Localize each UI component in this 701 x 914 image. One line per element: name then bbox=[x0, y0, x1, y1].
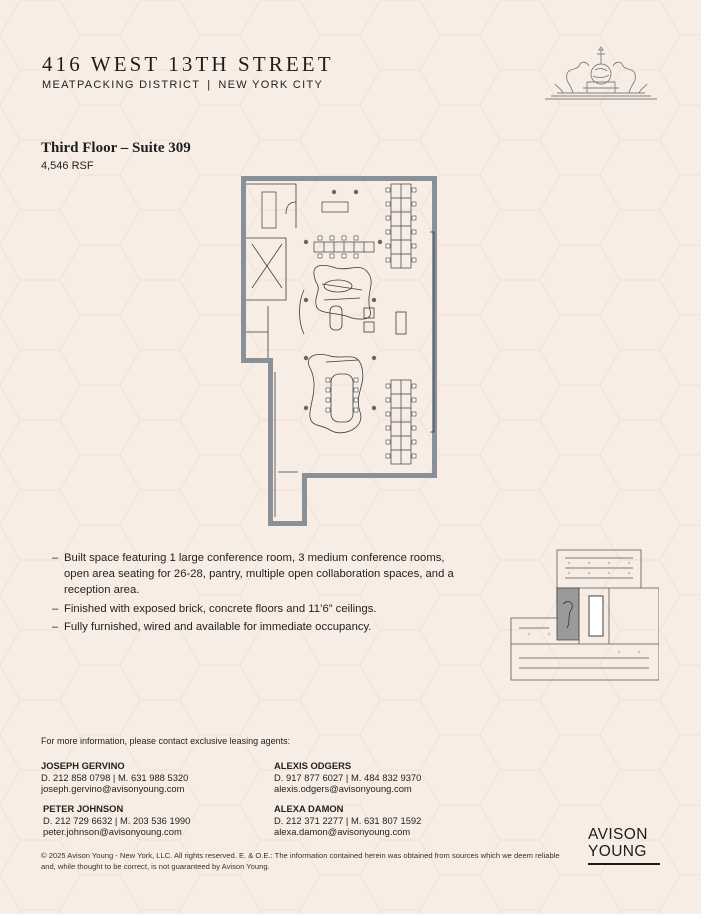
contact-email[interactable]: alexa.damon@avisonyoung.com bbox=[274, 826, 411, 837]
subtitle-separator: | bbox=[207, 79, 212, 91]
contact-card bbox=[43, 803, 190, 838]
contact-card bbox=[274, 760, 421, 795]
contact-intro: For more information, please contact exclusive leasing agents: bbox=[41, 736, 291, 746]
logo-line-2: YOUNG bbox=[588, 843, 647, 860]
contact-name: PETER JOHNSON bbox=[43, 803, 124, 814]
contact-email[interactable]: joseph.gervino@avisonyoung.com bbox=[41, 783, 185, 794]
feature-item: – Finished with exposed brick, concrete floors and 11’6” ceilings. bbox=[52, 601, 472, 617]
floor-plan bbox=[238, 172, 442, 528]
suite-highlight bbox=[557, 588, 579, 640]
neighborhood: MEATPACKING DISTRICT bbox=[42, 79, 201, 91]
feature-list bbox=[52, 550, 472, 637]
contact-card bbox=[274, 803, 421, 838]
legal-disclaimer: © 2025 Avison Young - New York, LLC. All rights reserved. E. & O.E.: The information contained herein was obtained from sources which we deem reliable and, while thought to be correct, is not guaranteed by Avison Young. bbox=[41, 851, 560, 871]
contact-name: ALEXIS ODGERS bbox=[274, 760, 352, 771]
contact-phones: D. 917 877 6027 | M. 484 832 9370 bbox=[274, 771, 422, 783]
avison-young-logo bbox=[588, 826, 661, 869]
contact-email[interactable]: alexis.odgers@avisonyoung.com bbox=[274, 783, 412, 794]
contact-name: JOSEPH GERVINO bbox=[41, 760, 125, 771]
logo-underline bbox=[588, 863, 660, 865]
suite-title: Third Floor – Suite 309 bbox=[41, 140, 191, 156]
contact-phones: D. 212 858 0798 | M. 631 988 5320 bbox=[41, 771, 189, 783]
contact-name: ALEXA DAMON bbox=[274, 803, 344, 814]
building-emblem-icon bbox=[543, 44, 659, 102]
contact-phones: D. 212 729 6632 | M. 203 536 1990 bbox=[43, 814, 191, 826]
key-plan bbox=[509, 548, 659, 686]
city: NEW YORK CITY bbox=[218, 79, 324, 91]
contact-email[interactable]: peter.johnson@avisonyoung.com bbox=[43, 826, 182, 837]
feature-item: – Fully furnished, wired and available for immediate occupancy. bbox=[52, 619, 472, 635]
logo-line-1: AVISON bbox=[588, 826, 648, 843]
contact-card bbox=[41, 760, 188, 795]
contact-phones: D. 212 371 2277 | M. 631 807 1592 bbox=[274, 814, 422, 826]
feature-item: – Built space featuring 1 large conference room, 3 medium conference rooms, open area seating for 26-28, pantry, multiple open collaboration spaces, and a reception area. bbox=[52, 550, 472, 599]
building-address: 416 WEST 13TH STREET bbox=[42, 52, 334, 76]
location-subtitle bbox=[42, 79, 323, 91]
suite-area: 4,546 RSF bbox=[41, 160, 94, 172]
